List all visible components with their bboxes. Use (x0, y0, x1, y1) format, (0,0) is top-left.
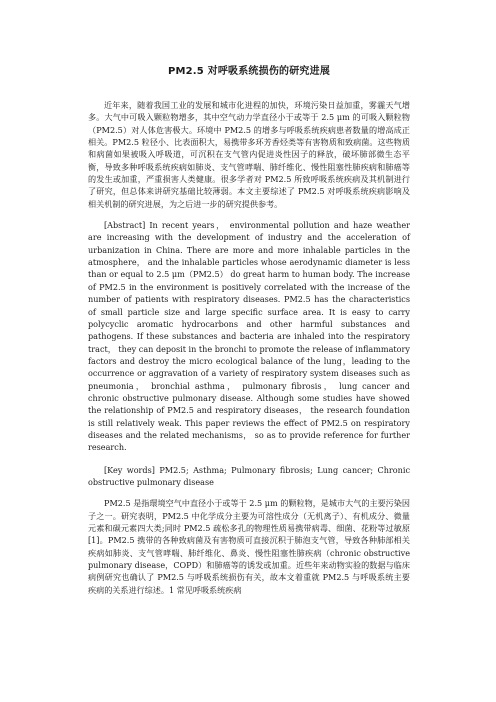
abstract-chinese: 近年来，随着我国工业的发展和城市化进程的加快，环境污染日益加重，雾霾天气增多。大气中可吸入颗粒物增多，其中空气动力学直径小于或等于 2.5 μm 的可吸入颗粒物（PM2.5）对人体危害极大。环境中 PM2.5 的增多与呼吸系统疾病患者数量的增高成正相关。PM2.5 粒径小、比表面积大，易携带多环芳香烃类等有害物质和致病菌。这些物质和病菌如果被吸入呼吸道，可沉积在支气管内促进炎性因子的释放，破坏肺部微生态平衡，导致多种呼吸系统疾病如肺炎、支气管哮喘、肺纤维化、慢性阻塞性肺疾病和肺癌等的发生或加重，严重损害人类健康。很多学者对 PM2.5 所致呼吸系统疾病及其机制进行了研究，但总体来讲研究基础比较薄弱。本文主要综述了 PM2.5 对呼吸系统疾病影响及相关机制的研究进展，为之后进一步的研究提供参考。 (88, 100, 410, 209)
abstract-english: [Abstract] In recent years， environmental pollution and haze weather are increasing with the development of industry and the acceleration of urbanization in China. There are more and more inhalable particles in the atmosphere， and the inhalable particles whose aerodynamic diameter is less than or equal to 2.5 μm（PM2.5） do great harm to human body. The increase of PM2.5 in the environment is positively correlated with the increase of the number of patients with respiratory diseases. PM2.5 has the characteristics of small particle size and large specific surface area. It is easy to carry polycyclic aromatic hydrocarbons and other harmful substances and pathogens. If these substances and bacteria are inhaled into the respiratory tract， they can deposit in the bronchi to promote the release of inflammatory factors and destroy the micro ecological balance of the lung，leading to the occurrence or aggravation of a variety of respiratory system diseases such as pneumonia， bronchial asthma， pulmonary fibrosis， lung cancer and chronic obstructive pulmonary disease. Although some studies have showed the relationship of PM2.5 and respiratory diseases， the research foundation is still relatively weak. This paper reviews the effect of PM2.5 on respiratory diseases and the related mechanisms， so as to provide reference for further research. (88, 220, 410, 453)
paper-page (88, 62, 410, 596)
paper-title: PM2.5 对呼吸系统损伤的研究进展 (167, 66, 331, 77)
body-text: PM2.5 是指環境空气中直径小于或等于 2.5 μm 的颗粒物，是城市大气的主要污染因子之一。研究表明，PM2.5 中化学成分主要为可溶性成分（无机离子）、有机成分、微量元素和碳元素四大类;同时 PM2.5 疏松多孔的物理性质易携带病毒、细菌、花粉等过敏原[1]。PM2.5 携带的各种致病菌及有害物质可直接沉积于肺泡支气管，导致各种肺部相关疾病如肺炎、支气管哮喘、肺纤维化、鼻炎、慢性阻塞性肺疾病（chronic obstructive pulmonary disease，COPD）和肺癌等的诱发或加重。近些年来动物实验的数据与临床病例研究也确认了 PM2.5 与呼吸系统损伤有关，故本文着重就 PM2.5 与呼吸系统主要疾病的关系进行综述。1 常见呼吸系统疾病 (88, 498, 410, 595)
keywords-english: [Key words] PM2.5; Asthma; Pulmonary fibrosis; Lung cancer; Chronic obstructive pulmonary disease (88, 464, 410, 487)
